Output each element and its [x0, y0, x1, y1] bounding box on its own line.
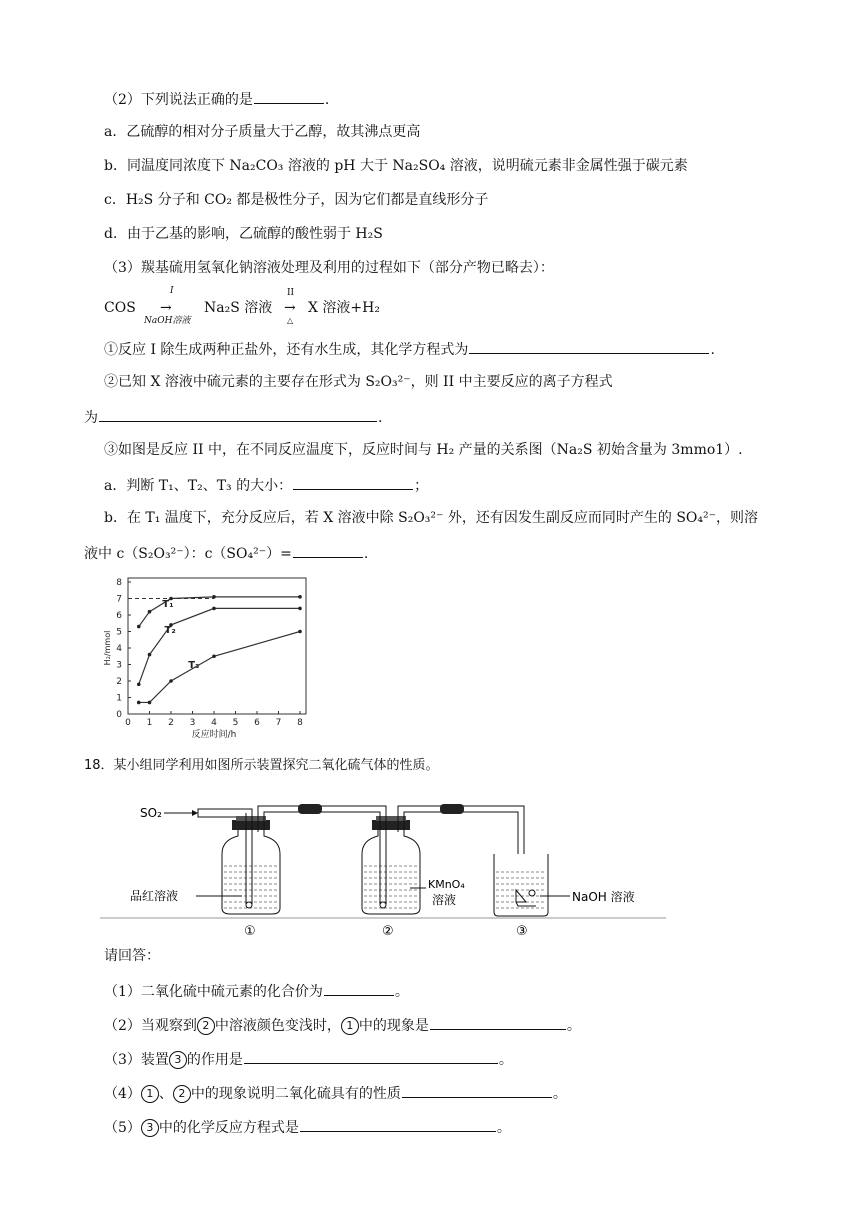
q1-text: ①反应 I 除生成两种正盐外，还有水生成，其化学方程式为 — [104, 342, 469, 358]
option-c: c．H₂S 分子和 CO₂ 都是极性分子，因为它们都是直线形分子 — [104, 192, 489, 208]
q2-text-a: （2）当观察到 — [104, 1018, 197, 1034]
q18-q2 — [104, 1014, 581, 1036]
q1-end: . — [710, 342, 715, 358]
gas-arrowhead-icon — [192, 810, 198, 816]
circled-three-icon: 3 — [141, 1119, 159, 1137]
q3a-end: ； — [414, 478, 429, 494]
series-point — [169, 679, 173, 683]
x-tick-label: 7 — [275, 718, 282, 728]
label-naoh: NaOH 溶液 — [572, 890, 635, 904]
series-line-2 — [139, 608, 300, 684]
step2-top: II — [287, 288, 295, 298]
q17-part2-stem — [104, 88, 329, 110]
x-axis-label: 反应时间/h — [191, 730, 237, 738]
answer-blank[interactable] — [293, 542, 363, 558]
q17-part3-q3b-cont — [84, 542, 368, 564]
plot-frame — [128, 578, 306, 714]
q17-part3-q3: ③如图是反应 II 中，在不同反应温度下，反应时间与 H₂ 产量的关系图（Na₂S 初始含量为 3mmo1）. — [104, 442, 743, 458]
y-tick-label: 0 — [116, 710, 122, 720]
q18-q3 — [104, 1048, 513, 1070]
inlet-tube — [198, 809, 252, 817]
q3-end: 。 — [498, 1052, 513, 1068]
series-point — [212, 595, 216, 599]
bottle-number-2: ② — [382, 924, 394, 939]
answer-blank[interactable] — [254, 88, 324, 104]
y-tick-label: 6 — [116, 611, 122, 621]
q18-ask: 请回答： — [104, 948, 160, 964]
so2-label: SO₂ — [140, 806, 162, 820]
y-tick-label: 1 — [116, 693, 122, 704]
step1-arrow-icon: → — [160, 300, 172, 316]
stem-text: （2）下列说法正确的是 — [104, 92, 253, 108]
y-tick-label: 3 — [116, 660, 122, 671]
label-pinhong: 品红溶液 — [130, 889, 179, 903]
h2-yield-chart — [100, 572, 320, 738]
q1-text: （1）二氧化硫中硫元素的化合价为 — [104, 984, 323, 1000]
q18-q5 — [104, 1116, 511, 1138]
series-label: T₃ — [188, 659, 200, 671]
q17-part3-q3b: b．在 T₁ 温度下，充分反应后，若 X 溶液中除 S₂O₃²⁻ 外，还有因发生副反应而同时产生的 SO₄²⁻，则溶 — [104, 510, 759, 526]
series-line-3 — [139, 632, 300, 703]
q3-text-a: （3）装置 — [104, 1052, 169, 1068]
rubber-joint-1 — [298, 804, 322, 814]
connector-tube-1 — [258, 806, 386, 816]
q17-part3-q1 — [104, 338, 715, 360]
series-point — [298, 630, 302, 634]
series-point — [212, 654, 216, 658]
x-tick-label: 0 — [125, 718, 131, 728]
answer-blank[interactable] — [99, 406, 377, 422]
step1-bottom: NaOH溶液 — [144, 316, 191, 326]
beaker-3 — [494, 854, 548, 916]
q4-end: 。 — [552, 1086, 567, 1102]
q17-part3-intro: （3）羰基硫用氢氧化钠溶液处理及利用的过程如下（部分产物已略去）： — [104, 260, 554, 276]
option-a: a．乙硫醇的相对分子质量大于乙醇，故其沸点更高 — [104, 124, 421, 140]
x-tick-label: 6 — [254, 718, 260, 728]
x-tick-label: 4 — [211, 718, 217, 728]
bottle-2 — [362, 816, 420, 914]
circled-one-icon: 1 — [141, 1085, 159, 1103]
y-tick-label: 2 — [116, 677, 122, 687]
option-b: b．同温度同浓度下 Na₂CO₃ 溶液的 pH 大于 Na₂SO₄ 溶液，说明硫元素非金属性强于碳元素 — [104, 158, 688, 174]
scheme-end: X 溶液+H₂ — [308, 300, 380, 316]
answer-blank[interactable] — [324, 980, 394, 996]
q2-end: . — [378, 410, 383, 426]
q3b-cont-text: 液中 c（S₂O₃²⁻）：c（SO₄²⁻）= — [84, 546, 292, 562]
apparatus-diagram — [100, 792, 680, 942]
q1-end: 。 — [394, 984, 409, 1000]
answer-blank[interactable] — [293, 474, 413, 490]
series-point — [137, 625, 141, 629]
q3-text-b: 的作用是 — [186, 1052, 243, 1068]
stem-end: . — [324, 92, 330, 108]
bottle-1 — [222, 813, 280, 914]
q17-part3-q2-cont — [84, 406, 382, 428]
series-point — [148, 610, 152, 614]
q2-end: 。 — [566, 1018, 581, 1034]
q5-text-b: 中的化学反应方程式是 — [158, 1120, 299, 1136]
answer-blank[interactable] — [430, 1014, 566, 1030]
q2-text-c: 中的现象是 — [358, 1018, 429, 1034]
series-point — [148, 701, 152, 705]
x-tick-label: 5 — [232, 718, 239, 728]
series-point — [212, 607, 216, 611]
q3b-end: . — [363, 546, 369, 562]
rubber-joint-2 — [440, 804, 464, 814]
series-label: T₂ — [164, 625, 176, 637]
q18-q4 — [104, 1082, 567, 1104]
q4-text-b: 、 — [158, 1086, 173, 1102]
answer-blank[interactable] — [402, 1082, 552, 1098]
bottle-number-3: ③ — [516, 924, 528, 939]
series-point — [298, 607, 302, 611]
scheme-start: COS — [104, 300, 136, 316]
scheme-mid: Na₂S 溶液 — [204, 300, 273, 316]
heat-icon: △ — [287, 316, 294, 325]
q17-part3-q2: ②已知 X 溶液中硫元素的主要存在形式为 S₂O₃²⁻，则 II 中主要反应的离子方程式 — [104, 374, 613, 390]
bottle-number-1: ① — [244, 924, 256, 939]
answer-blank[interactable] — [469, 338, 709, 354]
q2-cont-text: 为 — [84, 410, 98, 426]
x-tick-label: 8 — [297, 718, 303, 728]
x-tick-label: 3 — [189, 718, 196, 728]
y-axis-label: H₂/mmol — [103, 630, 112, 666]
series-label: T₁ — [162, 598, 174, 610]
circled-two-icon: 2 — [173, 1085, 191, 1103]
step1-top: I — [170, 286, 174, 296]
circled-one-icon: 1 — [341, 1017, 359, 1035]
q4-text-c: 中的现象说明二氧化硫具有的性质 — [190, 1086, 401, 1102]
q5-text-a: （5） — [104, 1120, 141, 1136]
circled-two-icon: 2 — [197, 1017, 215, 1035]
y-tick-label: 8 — [116, 578, 122, 588]
reaction-scheme — [104, 286, 404, 328]
series-point — [148, 653, 152, 657]
answer-blank[interactable] — [244, 1048, 498, 1064]
q5-end: 。 — [496, 1120, 511, 1136]
x-tick-label: 1 — [146, 718, 153, 728]
series-point — [137, 683, 141, 687]
y-tick-label: 4 — [116, 644, 122, 654]
option-d: d．由于乙基的影响，乙硫醇的酸性弱于 H₂S — [104, 226, 383, 242]
y-tick-label: 5 — [116, 627, 122, 638]
step2-arrow-icon: → — [284, 300, 296, 316]
label-kmno4-solution: 溶液 — [432, 893, 457, 907]
q2-text-b: 中溶液颜色变浅时， — [214, 1018, 341, 1034]
q17-part3-q3a — [104, 474, 428, 496]
y-tick-label: 7 — [116, 594, 122, 605]
q4-text-a: （4） — [104, 1086, 141, 1102]
series-point — [137, 701, 141, 705]
x-tick-label: 2 — [168, 718, 174, 728]
answer-blank[interactable] — [300, 1116, 496, 1132]
q18-title: 18．某小组同学利用如图所示装置探究二氧化硫气体的性质。 — [84, 758, 439, 773]
series-point — [298, 595, 302, 599]
circled-three-icon: 3 — [169, 1051, 187, 1069]
q3a-text: a．判断 T₁、T₂、T₃ 的大小： — [104, 478, 293, 494]
q18-q1 — [104, 980, 409, 1002]
label-kmno4: KMnO₄ — [428, 878, 465, 891]
